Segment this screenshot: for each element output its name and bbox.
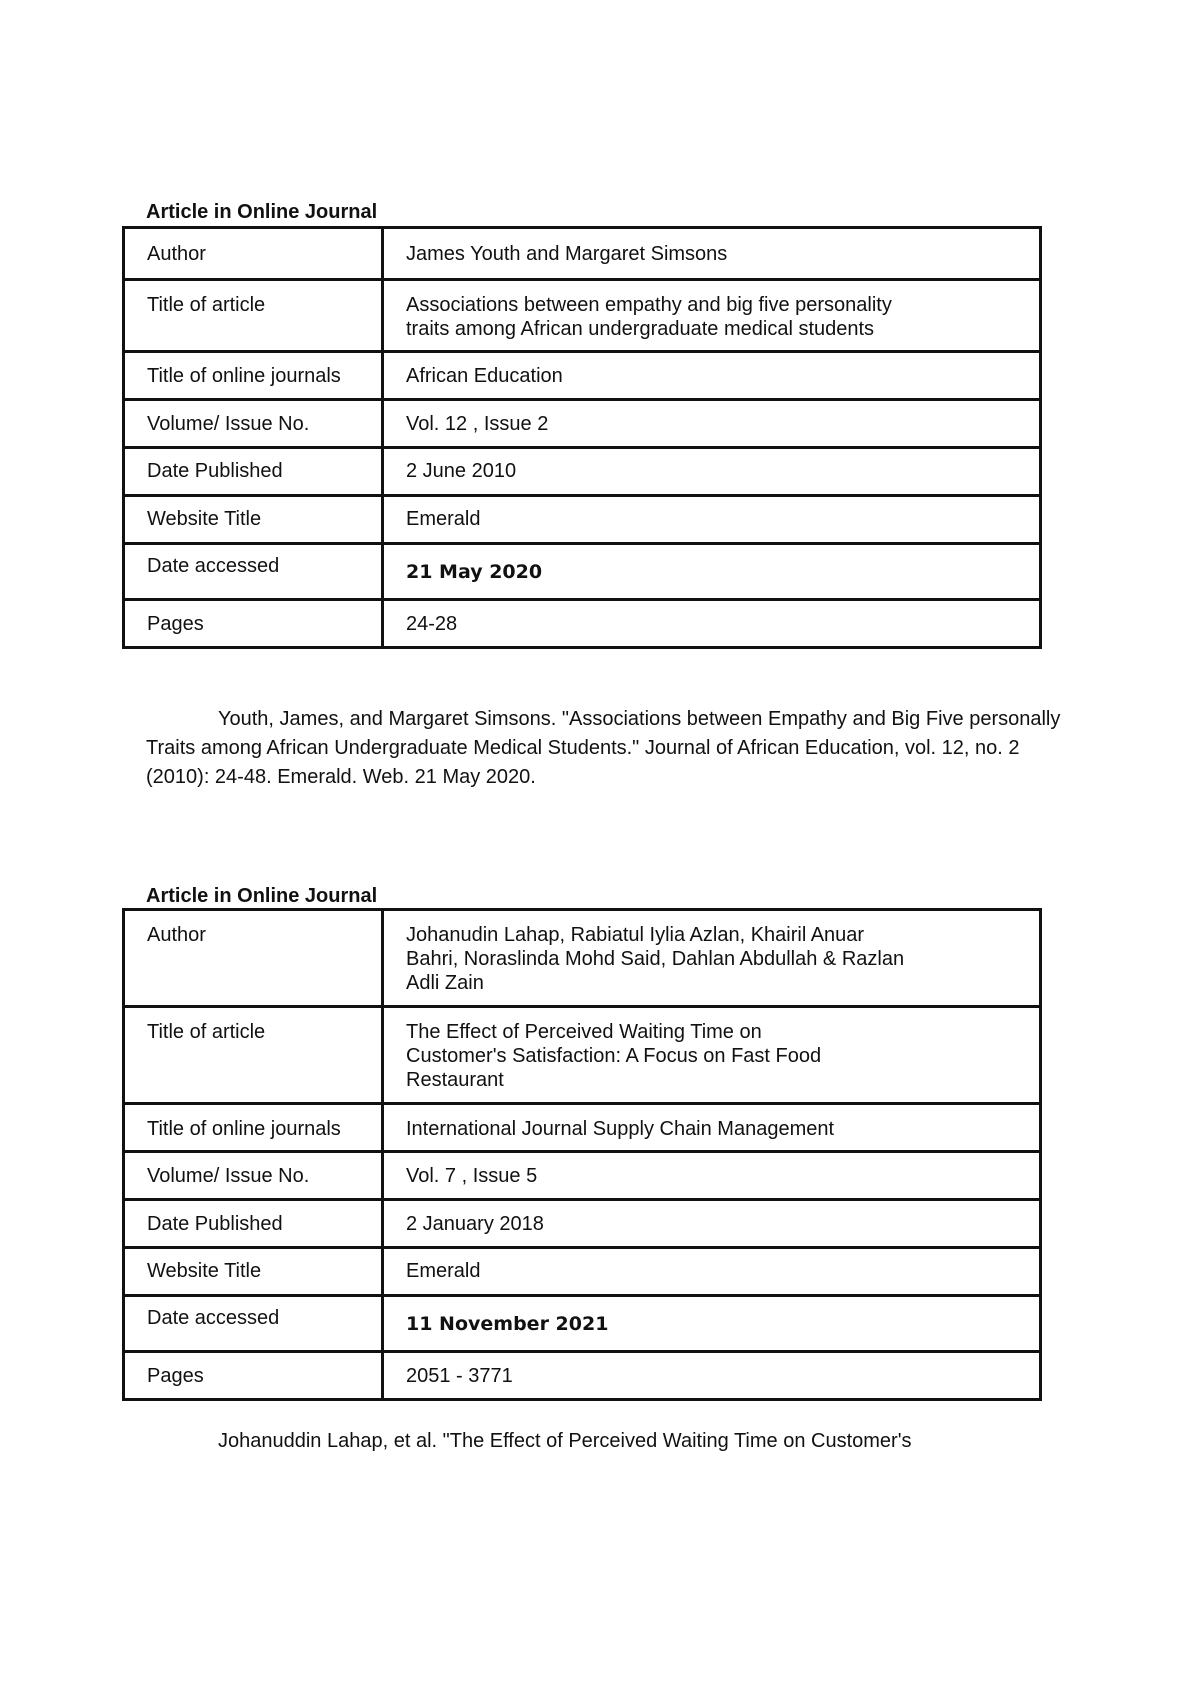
section-title: Article in Online Journal: [146, 201, 378, 223]
table-row: [124, 1007, 1041, 1104]
row-label-title: Title of article: [124, 1007, 383, 1104]
table-row: [124, 1104, 1041, 1152]
table-row: [124, 448, 1041, 496]
table-row: [124, 1152, 1041, 1200]
row-label-author: Author: [124, 910, 383, 1007]
reference-table: [122, 908, 1042, 1401]
row-label-website: Website Title: [124, 496, 383, 544]
table-row: [124, 600, 1041, 648]
row-label-journal: Title of online journals: [124, 1104, 383, 1152]
row-value-website: Emerald: [383, 1248, 1041, 1296]
citation-text: Johanuddin Lahap, et al. "The Effect of Perceived Waiting Time on Customer's: [218, 1430, 912, 1452]
row-label-website: Website Title: [124, 1248, 383, 1296]
citation-paragraph: [146, 1427, 1076, 1456]
citation-text: Youth, James, and Margaret Simsons. "Associations between Empathy and Big Five personally Traits among African Undergraduate Medical Students." Journal of African Education, vol. 12, no. 2 (2010): 24-48. Emerald. Web. 21 May 2020.: [146, 708, 1061, 788]
table-row: [124, 352, 1041, 400]
row-value-journal: African Education: [383, 352, 1041, 400]
row-value-date-accessed: 21 May 2020: [383, 544, 1041, 600]
row-value-author: Johanudin Lahap, Rabiatul Iylia Azlan, Khairil Anuar Bahri, Noraslinda Mohd Said, Dahlan Abdullah & Razlan Adli Zain: [383, 910, 1041, 1007]
table-row: [124, 1248, 1041, 1296]
row-value-pages: 24-28: [383, 600, 1041, 648]
table-row: [124, 1296, 1041, 1352]
table-row: [124, 910, 1041, 1007]
row-value-title: Associations between empathy and big five personality traits among African undergraduate medical students: [383, 280, 1041, 352]
row-value-date-accessed: 11 November 2021: [383, 1296, 1041, 1352]
row-value-volume: Vol. 12 , Issue 2: [383, 400, 1041, 448]
table-row: [124, 400, 1041, 448]
row-value-journal: International Journal Supply Chain Management: [383, 1104, 1041, 1152]
citation-paragraph: [146, 705, 1076, 792]
row-label-date-accessed: Date accessed: [124, 544, 383, 600]
row-value-website: Emerald: [383, 496, 1041, 544]
row-label-date-accessed: Date accessed: [124, 1296, 383, 1352]
table-row: [124, 496, 1041, 544]
row-value-pages: 2051 - 3771: [383, 1352, 1041, 1400]
row-label-volume: Volume/ Issue No.: [124, 1152, 383, 1200]
row-value-title: The Effect of Perceived Waiting Time on Customer's Satisfaction: A Focus on Fast Food Restaurant: [383, 1007, 1041, 1104]
table-row: [124, 228, 1041, 280]
table-row: [124, 280, 1041, 352]
row-label-pages: Pages: [124, 600, 383, 648]
table-row: [124, 544, 1041, 600]
table-row: [124, 1200, 1041, 1248]
row-value-volume: Vol. 7 , Issue 5: [383, 1152, 1041, 1200]
table-row: [124, 1352, 1041, 1400]
reference-table: [122, 226, 1042, 649]
row-label-title: Title of article: [124, 280, 383, 352]
row-label-author: Author: [124, 228, 383, 280]
row-label-journal: Title of online journals: [124, 352, 383, 400]
row-label-pages: Pages: [124, 1352, 383, 1400]
row-value-author: James Youth and Margaret Simsons: [383, 228, 1041, 280]
row-label-date-published: Date Published: [124, 448, 383, 496]
row-label-volume: Volume/ Issue No.: [124, 400, 383, 448]
row-value-date-published: 2 January 2018: [383, 1200, 1041, 1248]
row-value-date-published: 2 June 2010: [383, 448, 1041, 496]
row-label-date-published: Date Published: [124, 1200, 383, 1248]
section-title: Article in Online Journal: [146, 885, 378, 907]
